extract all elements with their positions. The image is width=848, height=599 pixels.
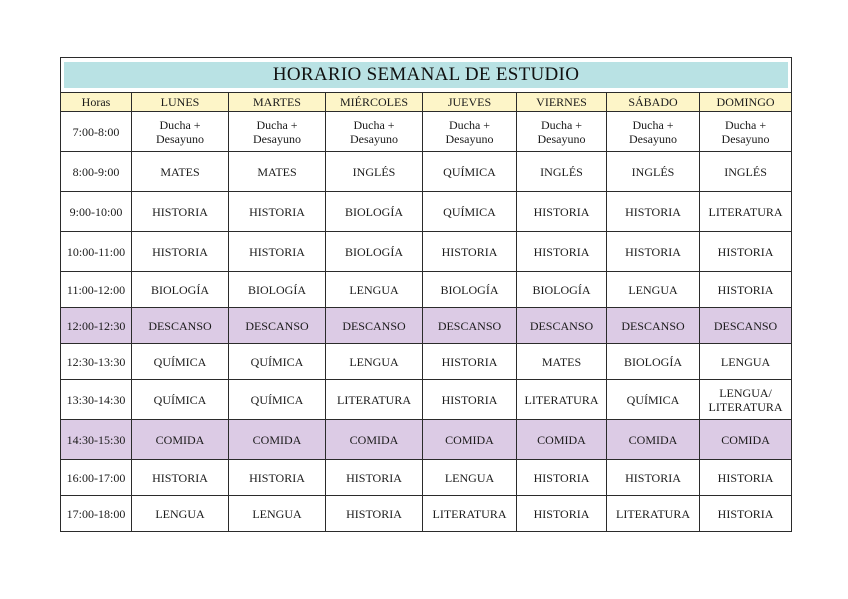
activity-cell: INGLÉS <box>700 152 792 192</box>
activity-cell: QUÍMICA <box>132 344 229 380</box>
activity-cell: HISTORIA <box>517 460 607 496</box>
schedule-row <box>61 232 792 272</box>
activity-cell: HISTORIA <box>132 232 229 272</box>
activity-cell: LITERATURA <box>423 496 517 532</box>
activity-cell: HISTORIA <box>607 192 700 232</box>
schedule-row <box>61 344 792 380</box>
activity-cell: DESCANSO <box>132 308 229 344</box>
time-slot-cell: 9:00-10:00 <box>61 192 132 232</box>
schedule-row <box>61 420 792 460</box>
activity-cell: HISTORIA <box>229 192 326 232</box>
activity-cell: BIOLOGÍA <box>326 232 423 272</box>
activity-cell: HISTORIA <box>229 232 326 272</box>
time-slot-cell: 8:00-9:00 <box>61 152 132 192</box>
activity-cell: HISTORIA <box>423 380 517 420</box>
activity-cell: HISTORIA <box>132 460 229 496</box>
time-slot-cell: 12:00-12:30 <box>61 308 132 344</box>
activity-cell: LITERATURA <box>607 496 700 532</box>
activity-cell: MATES <box>132 152 229 192</box>
activity-cell: HISTORIA <box>132 192 229 232</box>
activity-cell: QUÍMICA <box>132 380 229 420</box>
activity-cell: LITERATURA <box>700 192 792 232</box>
activity-cell: HISTORIA <box>229 460 326 496</box>
activity-cell: DESCANSO <box>517 308 607 344</box>
activity-cell: COMIDA <box>700 420 792 460</box>
activity-cell: DESCANSO <box>700 308 792 344</box>
activity-cell: COMIDA <box>132 420 229 460</box>
activity-cell: QUÍMICA <box>229 380 326 420</box>
activity-cell: HISTORIA <box>326 496 423 532</box>
activity-cell: DESCANSO <box>326 308 423 344</box>
schedule-row <box>61 308 792 344</box>
activity-cell: LITERATURA <box>326 380 423 420</box>
header-day: SÁBADO <box>607 93 700 112</box>
activity-cell: LENGUA <box>229 496 326 532</box>
header-day: DOMINGO <box>700 93 792 112</box>
header-day: JUEVES <box>423 93 517 112</box>
weekly-schedule-table <box>60 57 792 532</box>
schedule-row <box>61 496 792 532</box>
activity-cell: Ducha + Desayuno <box>423 112 517 152</box>
time-slot-cell: 10:00-11:00 <box>61 232 132 272</box>
activity-cell: MATES <box>229 152 326 192</box>
activity-cell: COMIDA <box>607 420 700 460</box>
activity-cell: HISTORIA <box>700 272 792 308</box>
activity-cell: LENGUA <box>423 460 517 496</box>
time-slot-cell: 16:00-17:00 <box>61 460 132 496</box>
activity-cell: INGLÉS <box>517 152 607 192</box>
activity-cell: BIOLOGÍA <box>607 344 700 380</box>
activity-cell: LITERATURA <box>517 380 607 420</box>
activity-cell: DESCANSO <box>423 308 517 344</box>
activity-cell: LENGUA <box>132 496 229 532</box>
activity-cell: QUÍMICA <box>423 152 517 192</box>
activity-cell: Ducha + Desayuno <box>700 112 792 152</box>
activity-cell: COMIDA <box>423 420 517 460</box>
schedule-row <box>61 152 792 192</box>
schedule-row <box>61 192 792 232</box>
activity-cell: HISTORIA <box>700 496 792 532</box>
header-day: MARTES <box>229 93 326 112</box>
time-slot-cell: 13:30-14:30 <box>61 380 132 420</box>
time-slot-cell: 7:00-8:00 <box>61 112 132 152</box>
activity-cell: Ducha + Desayuno <box>326 112 423 152</box>
time-slot-cell: 14:30-15:30 <box>61 420 132 460</box>
activity-cell: HISTORIA <box>700 460 792 496</box>
activity-cell: HISTORIA <box>326 460 423 496</box>
activity-cell: LENGUA <box>326 344 423 380</box>
activity-cell: COMIDA <box>229 420 326 460</box>
activity-cell: COMIDA <box>517 420 607 460</box>
time-slot-cell: 11:00-12:00 <box>61 272 132 308</box>
activity-cell: LENGUA/ LITERATURA <box>700 380 792 420</box>
activity-cell: Ducha + Desayuno <box>229 112 326 152</box>
activity-cell: QUÍMICA <box>423 192 517 232</box>
title-cell <box>61 58 792 93</box>
activity-cell: COMIDA <box>326 420 423 460</box>
time-slot-cell: 17:00-18:00 <box>61 496 132 532</box>
activity-cell: HISTORIA <box>517 232 607 272</box>
activity-cell: LENGUA <box>700 344 792 380</box>
activity-cell: HISTORIA <box>423 232 517 272</box>
activity-cell: HISTORIA <box>517 496 607 532</box>
schedule-title: HORARIO SEMANAL DE ESTUDIO <box>64 62 788 88</box>
schedule-row <box>61 380 792 420</box>
activity-cell: INGLÉS <box>326 152 423 192</box>
activity-cell: BIOLOGÍA <box>229 272 326 308</box>
header-day: LUNES <box>132 93 229 112</box>
activity-cell: HISTORIA <box>700 232 792 272</box>
header-day: MIÉRCOLES <box>326 93 423 112</box>
header-day: VIERNES <box>517 93 607 112</box>
header-row <box>61 93 792 112</box>
activity-cell: HISTORIA <box>607 460 700 496</box>
activity-cell: LENGUA <box>607 272 700 308</box>
activity-cell: HISTORIA <box>517 192 607 232</box>
activity-cell: HISTORIA <box>607 232 700 272</box>
activity-cell: Ducha + Desayuno <box>132 112 229 152</box>
activity-cell: QUÍMICA <box>607 380 700 420</box>
activity-cell: BIOLOGÍA <box>132 272 229 308</box>
activity-cell: DESCANSO <box>229 308 326 344</box>
schedule-row <box>61 460 792 496</box>
activity-cell: Ducha + Desayuno <box>517 112 607 152</box>
activity-cell: BIOLOGÍA <box>517 272 607 308</box>
activity-cell: BIOLOGÍA <box>326 192 423 232</box>
activity-cell: HISTORIA <box>423 344 517 380</box>
activity-cell: MATES <box>517 344 607 380</box>
header-hours: Horas <box>61 93 132 112</box>
time-slot-cell: 12:30-13:30 <box>61 344 132 380</box>
activity-cell: BIOLOGÍA <box>423 272 517 308</box>
activity-cell: INGLÉS <box>607 152 700 192</box>
activity-cell: LENGUA <box>326 272 423 308</box>
activity-cell: QUÍMICA <box>229 344 326 380</box>
schedule-row <box>61 272 792 308</box>
activity-cell: DESCANSO <box>607 308 700 344</box>
activity-cell: Ducha + Desayuno <box>607 112 700 152</box>
schedule-row <box>61 112 792 152</box>
